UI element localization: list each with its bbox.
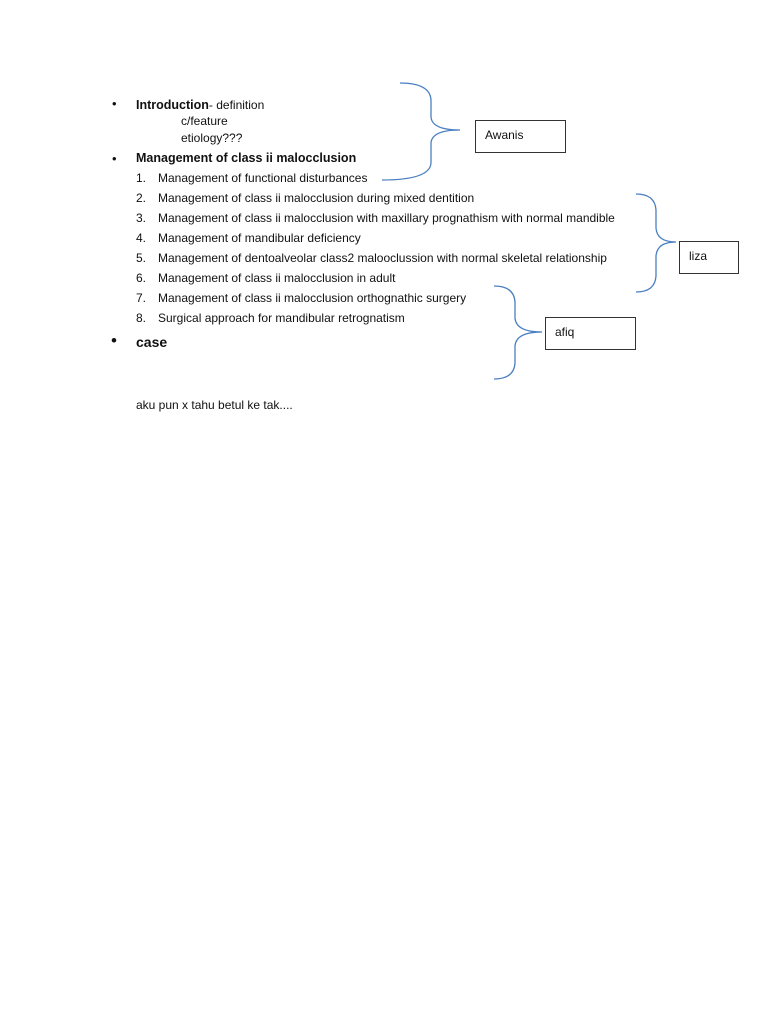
assignee-name: Awanis [485,128,524,142]
bullet-icon: • [111,331,117,350]
list-item-number: 7. [136,291,147,305]
assignee-name: liza [689,249,708,263]
list-item-number: 8. [136,311,147,325]
intro-definition: - definition [208,98,265,112]
bullet-icon: • [112,151,117,166]
assignee-name: afiq [555,325,575,339]
list-item-number: 6. [136,271,147,285]
assignee-box-afiq [545,317,636,350]
intro-sub-feature: c/feature [181,114,228,128]
assignee-box-liza [679,241,739,274]
list-item: Management of class ii malocclusion in adult [158,271,396,285]
list-item: Management of dentoalveolar class2 malooclussion with normal skeletal relationship [158,251,607,265]
list-item: Management of functional disturbances [158,171,368,185]
intro-sub-etiology: etiology??? [181,131,243,145]
list-item-number: 3. [136,211,147,225]
brace-afiq [494,286,542,379]
list-item-number: 4. [136,231,147,245]
list-item: Management of class ii malocclusion orthognathic surgery [158,291,467,305]
list-item-number: 1. [136,171,147,185]
list-item-number: 5. [136,251,147,265]
brace-awanis [382,83,460,180]
note-text: aku pun x tahu betul ke tak.... [136,398,293,412]
brace-liza [636,194,676,292]
intro-heading: Introduction [136,98,209,112]
bullet-icon: • [112,96,117,111]
assignee-box-awanis [475,120,566,153]
list-item: Surgical approach for mandibular retrognatism [158,311,405,325]
list-item: Management of mandibular deficiency [158,231,361,245]
management-heading: Management of class ii malocclusion [136,151,357,165]
case-heading: case [136,334,168,350]
list-item: Management of class ii malocclusion with maxillary prognathism with normal mandible [158,211,615,225]
list-item-number: 2. [136,191,147,205]
intro-line [136,96,264,114]
list-item: Management of class ii malocclusion during mixed dentition [158,191,475,205]
